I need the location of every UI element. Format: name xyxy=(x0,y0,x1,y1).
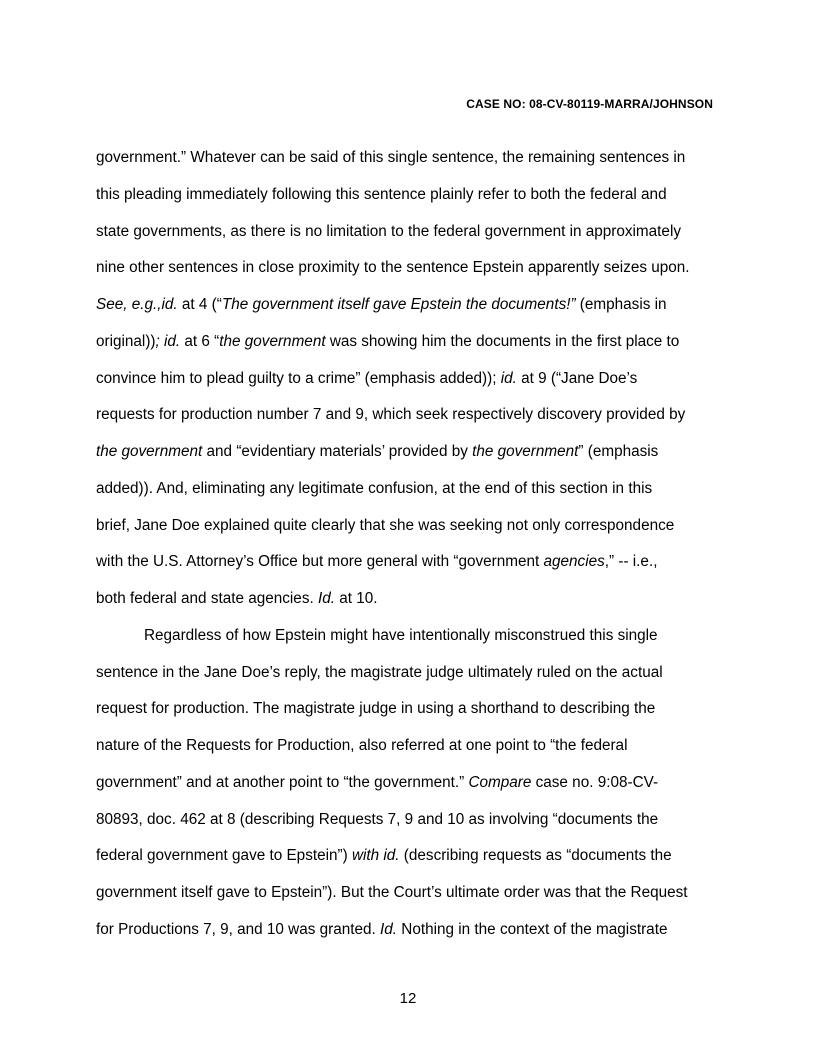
text-line xyxy=(96,331,736,368)
text-segment: (describing requests as “documents the xyxy=(399,847,672,865)
text-segment: ” (emphasis xyxy=(578,443,659,460)
text-line xyxy=(96,404,736,441)
italic-text: the government xyxy=(96,443,203,460)
text-segment: (emphasis in xyxy=(575,296,667,313)
text-segment: at 10. xyxy=(334,590,378,607)
text-segment: this pleading immediately following this sentence plainly refer to both the federal and xyxy=(96,185,667,203)
text-segment: nine other sentences in close proximity to the sentence Epstein apparently seizes upon. xyxy=(96,259,690,277)
italic-text: The government itself gave Epstein the documents!” xyxy=(221,296,576,313)
text-segment: federal government gave to Epstein”) xyxy=(96,847,352,865)
text-segment: both federal and state agencies. xyxy=(96,590,318,607)
text-line xyxy=(96,845,736,882)
text-line xyxy=(96,919,736,956)
text-line xyxy=(96,257,736,294)
text-segment: for Productions 7, 9, and 10 was granted. xyxy=(96,920,381,938)
text-line xyxy=(96,662,736,699)
text-segment: 80893, doc. 462 at 8 (describing Requests 7, 9 and 10 as involving “documents the xyxy=(96,810,659,828)
italic-text: Compare xyxy=(468,773,532,791)
text-line xyxy=(96,588,736,625)
page-number: 12 xyxy=(399,990,417,1007)
text-line xyxy=(96,294,736,331)
text-segment: Regardless of how Epstein might have intentionally misconstrued this single xyxy=(144,626,658,644)
text-line xyxy=(96,441,736,478)
text-segment: convince him to plead guilty to a crime” (emphasis added)); xyxy=(96,369,501,387)
case-number-header: CASE NO: 08-CV-80119-MARRA/JOHNSON xyxy=(466,97,713,111)
text-segment: and “evidentiary materials’ provided by xyxy=(202,443,473,460)
text-line xyxy=(96,882,736,919)
text-segment: case no. 9:08-CV- xyxy=(531,773,659,791)
italic-text: Id. xyxy=(380,920,398,938)
text-line xyxy=(96,368,736,405)
text-segment: ,” -- i.e., xyxy=(604,553,658,571)
text-segment: requests for production number 7 and 9, which seek respectively discovery provided by xyxy=(96,406,686,424)
italic-text: See, e.g.,id. xyxy=(96,296,178,313)
text-line xyxy=(96,184,736,221)
text-line xyxy=(96,698,736,735)
text-segment: government itself gave to Epstein”). But the Court’s ultimate order was that the Request xyxy=(96,884,688,901)
text-line xyxy=(96,221,736,258)
text-line xyxy=(96,625,736,662)
italic-text: agencies xyxy=(543,553,605,571)
text-segment: original)) xyxy=(96,332,156,350)
text-segment: request for production. The magistrate judge in using a shorthand to describing the xyxy=(96,700,656,718)
text-segment: at 4 (“ xyxy=(177,296,222,313)
italic-text: the government xyxy=(472,443,579,460)
text-line xyxy=(96,809,736,846)
text-segment: at 9 (“Jane Doe’s xyxy=(516,369,638,387)
text-segment: brief, Jane Doe explained quite clearly that she was seeking not only correspondence xyxy=(96,516,675,534)
text-line xyxy=(96,551,736,588)
italic-text: the government xyxy=(219,332,326,350)
italic-text: with id. xyxy=(351,847,400,865)
text-line xyxy=(96,147,736,184)
text-segment: sentence in the Jane Doe’s reply, the magistrate judge ultimately ruled on the actual xyxy=(96,663,663,681)
italic-text: ; id. xyxy=(155,332,181,350)
text-segment: state governments, as there is no limitation to the federal government in approximately xyxy=(96,222,681,240)
text-segment: nature of the Requests for Production, also referred at one point to “the federal xyxy=(96,737,628,754)
text-segment: at 6 “ xyxy=(180,332,220,350)
text-line xyxy=(96,772,736,809)
text-segment: with the U.S. Attorney’s Office but more general with “government xyxy=(96,553,544,571)
text-segment: government” and at another point to “the government.” xyxy=(96,773,469,791)
text-segment: was showing him the documents in the first place to xyxy=(325,332,680,350)
text-segment: government.” Whatever can be said of this single sentence, the remaining sentences in xyxy=(96,149,686,166)
italic-text: id. xyxy=(500,369,517,387)
text-segment: added)). And, eliminating any legitimate confusion, at the end of this section in this xyxy=(96,479,653,497)
italic-text: Id. xyxy=(317,590,335,607)
body-text xyxy=(96,147,736,956)
text-line xyxy=(96,478,736,515)
text-line xyxy=(96,515,736,552)
text-segment: Nothing in the context of the magistrate xyxy=(397,920,668,938)
text-line xyxy=(96,735,736,772)
